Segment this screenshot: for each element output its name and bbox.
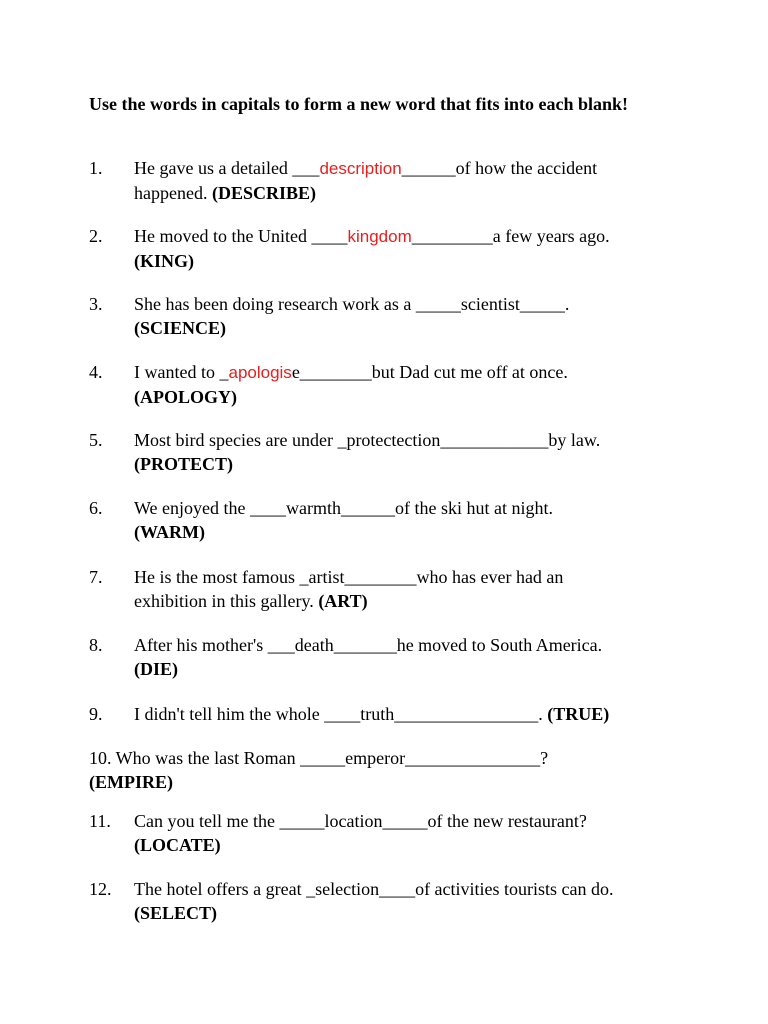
answer-text: kingdom xyxy=(347,227,412,246)
item-text xyxy=(134,877,694,925)
item-line xyxy=(134,224,694,249)
item-text xyxy=(134,224,694,273)
text-before: exhibition in this gallery. xyxy=(134,591,319,611)
root-word: (DIE) xyxy=(134,659,178,679)
text-after: _________a few years ago. xyxy=(411,226,610,246)
item-line: Most bird species are under _protectection____________by law. xyxy=(134,430,601,450)
item-line xyxy=(134,181,694,205)
item-line xyxy=(134,520,694,544)
item-number: 11. xyxy=(89,811,111,831)
text-before: I wanted to _ xyxy=(134,362,229,382)
item-line xyxy=(134,702,694,726)
item-line xyxy=(134,452,694,476)
root-word: (DESCRIBE) xyxy=(211,183,316,203)
text-after: e________but Dad cut me off at once. xyxy=(291,362,568,382)
item-number: 12. xyxy=(89,879,112,899)
item-line: Can you tell me the _____location_____of the new restaurant? xyxy=(134,811,587,831)
item-text xyxy=(134,292,694,340)
item-number: 7. xyxy=(89,567,103,587)
item-number: 5. xyxy=(89,430,103,450)
item-line xyxy=(134,657,694,681)
root-word: (WARM) xyxy=(134,522,205,542)
answer-text: description xyxy=(319,159,402,178)
item-line: We enjoyed the ____warmth______of the ski hut at night. xyxy=(134,498,553,518)
root-word: (ART) xyxy=(318,591,368,611)
root-word: (SCIENCE) xyxy=(134,318,227,338)
item-number: 8. xyxy=(89,635,103,655)
item-text xyxy=(134,156,694,205)
item-number: 3. xyxy=(89,294,103,314)
item-number: 6. xyxy=(89,498,103,518)
item-line xyxy=(134,360,694,385)
item-text xyxy=(134,702,694,726)
item-text xyxy=(134,633,694,681)
item-line: He is the most famous _artist________who has ever had an xyxy=(134,567,564,587)
item-line xyxy=(134,316,694,340)
item-line xyxy=(134,385,694,409)
text-before: I didn't tell him the whole ____truth________________. xyxy=(134,704,548,724)
item-text xyxy=(134,428,694,476)
root-word: (APOLOGY) xyxy=(134,387,237,407)
item-line xyxy=(134,249,694,273)
answer-text: apologis xyxy=(228,363,292,382)
item-number: 1. xyxy=(89,158,103,178)
text-before: He moved to the United ____ xyxy=(134,226,348,246)
item-text xyxy=(134,565,694,613)
item-line xyxy=(134,833,694,857)
text-before: happened. xyxy=(134,183,212,203)
item-text xyxy=(134,496,694,544)
root-word: (PROTECT) xyxy=(134,454,233,474)
text-before: He gave us a detailed ___ xyxy=(134,158,320,178)
root-word: (LOCATE) xyxy=(134,835,221,855)
item-number: 4. xyxy=(89,362,103,382)
item-line: The hotel offers a great _selection____of activities tourists can do. xyxy=(134,879,614,899)
root-word: (SELECT) xyxy=(134,903,218,923)
item-line xyxy=(134,589,694,613)
item-text xyxy=(89,746,689,794)
item-line xyxy=(134,156,694,181)
item-line: After his mother's ___death_______he moved to South America. xyxy=(134,635,603,655)
item-line xyxy=(89,770,689,794)
root-word: (KING) xyxy=(134,251,194,271)
item-number: 2. xyxy=(89,226,103,246)
item-line: 10. Who was the last Roman _____emperor_______________? xyxy=(89,748,549,768)
instructions-heading: Use the words in capitals to form a new word that fits into each blank! xyxy=(89,94,628,114)
item-text xyxy=(134,809,694,857)
root-word: (TRUE) xyxy=(547,704,610,724)
text-after: ______of how the accident xyxy=(401,158,598,178)
item-text xyxy=(134,360,694,409)
item-line xyxy=(134,901,694,925)
item-number: 9. xyxy=(89,704,103,724)
root-word: (EMPIRE) xyxy=(89,772,173,792)
item-line: She has been doing research work as a _____scientist_____. xyxy=(134,294,570,314)
